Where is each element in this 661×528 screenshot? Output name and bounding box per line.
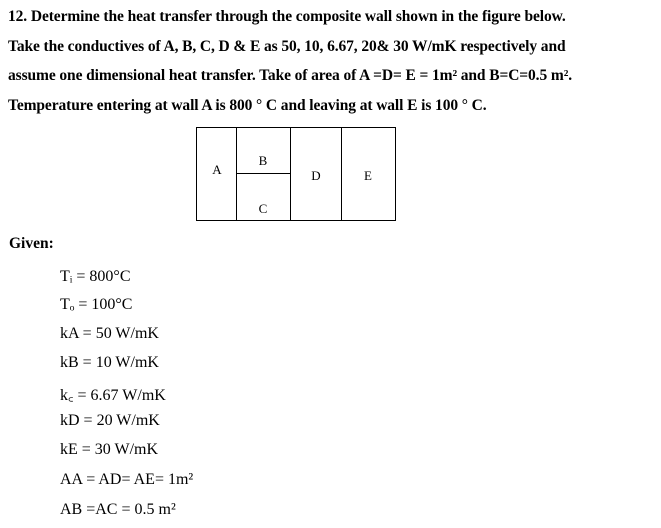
- given-item-ka: kA = 50 W/mK: [60, 325, 159, 342]
- given-item-kd: kD = 20 W/mK: [60, 412, 160, 429]
- given-item-kc: k꜀ = 6.67 W/mK: [60, 387, 166, 404]
- given-heading: Given:: [9, 235, 54, 252]
- composite-wall-figure: [196, 127, 396, 221]
- wall-label-b: B: [258, 153, 268, 168]
- given-item-ke: kE = 30 W/mK: [60, 441, 159, 458]
- problem-line-4: Temperature entering at wall A is 800 ° C and leaving at wall E is 100 ° C.: [8, 96, 487, 114]
- given-item-area-ade: AA = AD= AE= 1m²: [60, 471, 194, 488]
- problem-line-2: Take the conductives of A, B, C, D & E as 50, 10, 6.67, 20& 30 W/mK respectively and: [8, 37, 566, 55]
- wall-label-c: C: [258, 201, 268, 216]
- given-item-ti: Tᵢ = 800°C: [60, 268, 131, 285]
- problem-statement: [8, 2, 658, 120]
- given-item-to: Tₒ = 100°C: [60, 296, 133, 313]
- wall-label-e: E: [364, 168, 372, 183]
- wall-label-d: D: [311, 168, 321, 183]
- composite-wall-diagram: [196, 127, 396, 221]
- problem-line-1: 12. Determine the heat transfer through the composite wall shown in the figure below.: [8, 8, 566, 25]
- given-item-area-bc: AB =AC = 0.5 m²: [60, 501, 176, 518]
- wall-label-a: A: [212, 162, 222, 177]
- problem-line-3: assume one dimensional heat transfer. Take of area of A =D= E = 1m² and B=C=0.5 m².: [8, 67, 573, 84]
- given-item-kb: kB = 10 W/mK: [60, 354, 159, 371]
